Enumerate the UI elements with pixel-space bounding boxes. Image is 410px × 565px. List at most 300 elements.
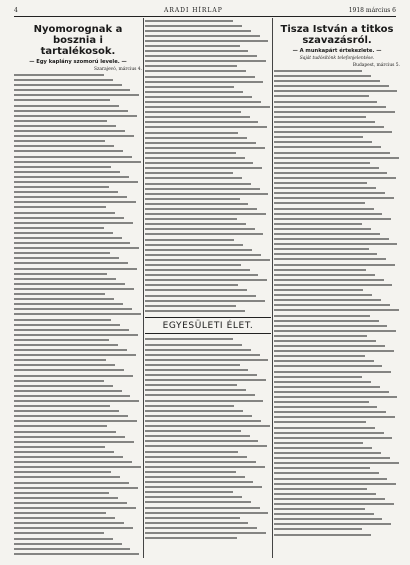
text-line [145, 310, 245, 314]
text-line [14, 262, 128, 266]
text-line [14, 273, 107, 277]
text-line [14, 507, 136, 511]
text-line [274, 396, 397, 400]
text-line [145, 147, 265, 151]
text-line [274, 483, 396, 487]
text-line [14, 130, 125, 134]
text-line [145, 476, 245, 480]
text-line [14, 150, 123, 154]
text-line [145, 91, 243, 95]
text-line [14, 512, 106, 516]
text-line [274, 111, 395, 115]
text-line [145, 65, 237, 69]
text-line [145, 364, 240, 368]
text-line [14, 313, 141, 317]
article-body [14, 74, 142, 558]
text-line [274, 167, 379, 171]
text-line [145, 244, 243, 248]
text-line [145, 517, 240, 521]
text-line [274, 442, 363, 446]
text-line [274, 304, 390, 308]
text-line [14, 420, 137, 424]
text-line [274, 299, 381, 303]
text-line [14, 288, 134, 292]
text-line [274, 126, 384, 130]
text-line [274, 325, 387, 329]
text-line [145, 491, 233, 495]
text-line [274, 493, 376, 497]
text-line [274, 411, 386, 415]
text-line [145, 349, 251, 353]
text-line [14, 308, 132, 312]
text-line [274, 223, 362, 227]
text-line [274, 345, 385, 349]
text-line [274, 447, 372, 451]
text-line [274, 355, 365, 359]
text-line [145, 86, 234, 90]
text-line [14, 436, 125, 440]
text-line [145, 96, 252, 100]
text-line [14, 405, 110, 409]
text-line [274, 248, 369, 252]
text-line [145, 456, 247, 460]
text-line [14, 425, 107, 429]
text-line [145, 126, 267, 130]
text-line [145, 172, 233, 176]
text-line [145, 213, 266, 217]
text-line [145, 384, 237, 388]
text-line [145, 466, 265, 470]
text-line [14, 538, 113, 542]
text-line [14, 492, 109, 496]
text-line [274, 371, 391, 375]
text-line [274, 208, 374, 212]
text-line [145, 481, 253, 485]
article-source: Saját tudósítónk telefonjelentése. [299, 56, 375, 61]
text-line [14, 532, 104, 536]
text-line [274, 202, 365, 206]
page-header [14, 6, 396, 17]
text-line [274, 320, 379, 324]
text-line [274, 340, 376, 344]
text-line [145, 167, 262, 171]
text-line [145, 507, 260, 511]
text-line [145, 157, 245, 161]
text-line [145, 338, 233, 342]
text-line [274, 309, 399, 313]
text-line [274, 141, 372, 145]
article-dateline: Szarajevó, március 4. [94, 67, 142, 72]
text-line [145, 435, 250, 439]
text-line [274, 462, 399, 466]
article-headline: Nyomorognak a bosznia i tartalékosok. [33, 24, 123, 57]
text-line [145, 198, 240, 202]
text-line [145, 152, 236, 156]
text-line [14, 217, 124, 221]
text-line [274, 427, 375, 431]
text-line [14, 135, 134, 139]
text-line [145, 30, 251, 34]
text-line [274, 218, 391, 222]
text-line [274, 85, 389, 89]
text-line [145, 430, 241, 434]
text-line [274, 350, 394, 354]
text-line [145, 254, 261, 258]
text-line [274, 360, 374, 364]
text-line [145, 400, 263, 404]
text-line [274, 101, 377, 105]
text-line [145, 496, 242, 500]
column-right [274, 18, 400, 558]
text-line [145, 410, 243, 414]
text-line [14, 74, 104, 78]
text-line [14, 522, 124, 526]
text-line [274, 162, 370, 166]
text-line [145, 532, 266, 536]
text-line [274, 457, 390, 461]
text-line [14, 548, 130, 552]
text-line [274, 534, 371, 538]
text-line [145, 305, 236, 309]
column-left [14, 18, 142, 558]
text-line [145, 162, 253, 166]
text-line [145, 420, 261, 424]
text-line [14, 364, 115, 368]
text-line [145, 81, 263, 85]
text-line [145, 379, 266, 383]
text-line [14, 497, 118, 501]
text-line [14, 125, 116, 129]
article-dateline: Budapest, március 5. [352, 63, 400, 68]
column-middle [145, 18, 271, 558]
text-line [145, 203, 248, 207]
text-line [274, 391, 389, 395]
text-line [14, 385, 113, 389]
text-line [145, 279, 267, 283]
text-line [145, 344, 242, 348]
text-line [274, 523, 391, 527]
text-line [145, 527, 257, 531]
text-line [14, 283, 125, 287]
text-line [145, 300, 265, 304]
text-line [274, 253, 377, 257]
text-line [145, 121, 258, 125]
text-line [14, 476, 120, 480]
article-body [145, 338, 271, 540]
text-line [145, 20, 233, 24]
page-number: 4 [14, 7, 18, 14]
text-line [274, 95, 369, 99]
text-line [14, 410, 119, 414]
text-line [14, 166, 111, 170]
text-line [145, 295, 256, 299]
text-line [145, 40, 268, 44]
text-line [14, 257, 119, 261]
text-line [145, 289, 247, 293]
text-line [274, 90, 397, 94]
text-line [14, 451, 114, 455]
text-line [145, 50, 248, 54]
text-line [145, 233, 263, 237]
text-line [274, 381, 371, 385]
text-line [14, 375, 133, 379]
text-line [145, 269, 250, 273]
text-line [274, 274, 375, 278]
text-line [274, 528, 362, 532]
text-line [145, 142, 256, 146]
text-line [145, 394, 255, 398]
text-line [145, 512, 268, 516]
text-line [14, 339, 109, 343]
article-headline: Tisza István a titkos szavazásról. [280, 24, 394, 46]
text-line [14, 380, 104, 384]
column-divider [272, 18, 273, 558]
text-line [145, 111, 241, 115]
text-line [274, 421, 366, 425]
section-box [145, 317, 271, 334]
text-line [14, 110, 128, 114]
text-line [145, 486, 262, 490]
text-line [14, 349, 127, 353]
text-line [274, 416, 395, 420]
text-line [145, 188, 260, 192]
text-line [145, 522, 248, 526]
text-line [274, 131, 392, 135]
text-line [14, 471, 111, 475]
article-body [145, 20, 271, 314]
text-line [274, 503, 394, 507]
text-line [274, 182, 367, 186]
text-line [14, 517, 115, 521]
text-line [274, 330, 396, 334]
article-subhead: — A munkapárt értekezlete. — [292, 48, 382, 54]
text-line [274, 315, 370, 319]
text-line [14, 156, 132, 160]
text-line [14, 482, 129, 486]
text-line [145, 106, 270, 110]
text-line [274, 437, 392, 441]
text-line [14, 369, 124, 373]
text-line [274, 513, 374, 517]
text-line [145, 228, 255, 232]
column-divider [143, 18, 144, 558]
text-line [274, 70, 362, 74]
text-line [145, 440, 258, 444]
text-line [145, 223, 246, 227]
text-line [14, 456, 123, 460]
text-line [274, 75, 371, 79]
text-line [274, 508, 365, 512]
text-line [145, 425, 270, 429]
text-line [274, 187, 376, 191]
text-line [145, 177, 242, 181]
issue-date: 1918 március 6 [348, 7, 396, 14]
text-line [14, 94, 139, 98]
text-line [145, 451, 238, 455]
text-line [145, 137, 247, 141]
text-line [145, 354, 260, 358]
text-line [145, 415, 252, 419]
text-line [274, 472, 379, 476]
text-line [274, 478, 387, 482]
text-line [274, 518, 382, 522]
text-line [145, 239, 234, 243]
text-line [14, 242, 130, 246]
text-line [14, 415, 128, 419]
text-line [274, 406, 377, 410]
text-line [14, 89, 130, 93]
text-line [14, 252, 110, 256]
text-line [14, 298, 114, 302]
text-line [14, 171, 120, 175]
text-line [145, 471, 236, 475]
text-line [274, 294, 372, 298]
text-line [145, 389, 246, 393]
text-line [14, 527, 133, 531]
text-line [274, 197, 394, 201]
text-line [14, 487, 138, 491]
text-line [274, 386, 380, 390]
text-line [274, 335, 367, 339]
text-line [14, 466, 141, 470]
text-line [274, 269, 366, 273]
text-line [14, 79, 113, 83]
text-line [14, 390, 122, 394]
text-line [145, 60, 266, 64]
text-line [274, 243, 397, 247]
text-line [14, 145, 114, 149]
text-line [14, 502, 127, 506]
text-line [14, 212, 115, 216]
text-line [145, 274, 258, 278]
text-line [274, 106, 386, 110]
text-line [14, 543, 122, 547]
text-line [274, 452, 381, 456]
text-line [14, 99, 110, 103]
text-line [274, 264, 395, 268]
text-line [145, 101, 261, 105]
text-line [14, 461, 132, 465]
article-subhead: — Egy kaplány szomorú levele. — [29, 59, 127, 65]
text-line [145, 218, 237, 222]
text-line [145, 501, 251, 505]
text-line [145, 369, 248, 373]
text-line [14, 247, 139, 251]
text-line [145, 259, 270, 263]
text-line [145, 374, 257, 378]
text-line [14, 206, 106, 210]
text-line [274, 467, 370, 471]
text-line [145, 405, 234, 409]
text-line [14, 553, 139, 557]
text-line [14, 359, 106, 363]
text-line [145, 116, 250, 120]
text-line [145, 183, 251, 187]
text-line [14, 237, 122, 241]
masthead: ARADI HÍRLAP [164, 7, 223, 14]
text-line [145, 264, 241, 268]
text-line [274, 192, 385, 196]
article-body [274, 70, 400, 537]
text-line [274, 289, 363, 293]
text-line [14, 431, 116, 435]
text-line [274, 233, 380, 237]
text-line [274, 238, 389, 242]
text-line [274, 498, 385, 502]
text-line [14, 319, 111, 323]
text-line [145, 537, 237, 541]
text-line [145, 132, 238, 136]
text-line [14, 446, 105, 450]
text-line [274, 152, 390, 156]
text-line [14, 395, 130, 399]
text-line [274, 258, 386, 262]
text-line [145, 76, 255, 80]
text-line [14, 84, 122, 88]
text-line [274, 116, 366, 120]
text-line [145, 25, 242, 29]
text-line [14, 324, 120, 328]
text-line [274, 401, 369, 405]
text-line [274, 80, 380, 84]
text-line [14, 186, 109, 190]
text-line [14, 441, 134, 445]
text-line [14, 268, 137, 272]
text-line [14, 354, 136, 358]
text-line [14, 105, 119, 109]
text-line [14, 344, 118, 348]
text-line [274, 432, 384, 436]
text-line [14, 303, 123, 307]
text-line [274, 136, 363, 140]
text-line [145, 284, 238, 288]
text-line [14, 293, 105, 297]
text-line [274, 365, 382, 369]
text-line [145, 35, 260, 39]
text-line [274, 488, 367, 492]
text-line [14, 334, 138, 338]
text-line [145, 45, 240, 49]
text-line [14, 232, 113, 236]
text-line [274, 172, 387, 176]
text-line [145, 193, 268, 197]
text-line [14, 329, 129, 333]
text-line [145, 461, 256, 465]
text-line [14, 181, 138, 185]
text-line [274, 376, 362, 380]
text-line [14, 400, 139, 404]
text-line [14, 222, 133, 226]
text-line [14, 278, 116, 282]
text-line [14, 176, 129, 180]
text-line [274, 213, 382, 217]
text-line [274, 146, 381, 150]
text-line [14, 115, 137, 119]
text-line [14, 120, 107, 124]
text-line [145, 55, 257, 59]
text-line [145, 208, 257, 212]
text-line [274, 228, 371, 232]
text-line [14, 140, 105, 144]
text-line [145, 70, 246, 74]
text-line [145, 249, 252, 253]
text-line [145, 445, 267, 449]
text-line [14, 196, 127, 200]
text-line [274, 177, 396, 181]
section-title: EGYESÜLETI ÉLET. [162, 321, 254, 332]
text-line [145, 359, 268, 363]
text-line [274, 157, 399, 161]
